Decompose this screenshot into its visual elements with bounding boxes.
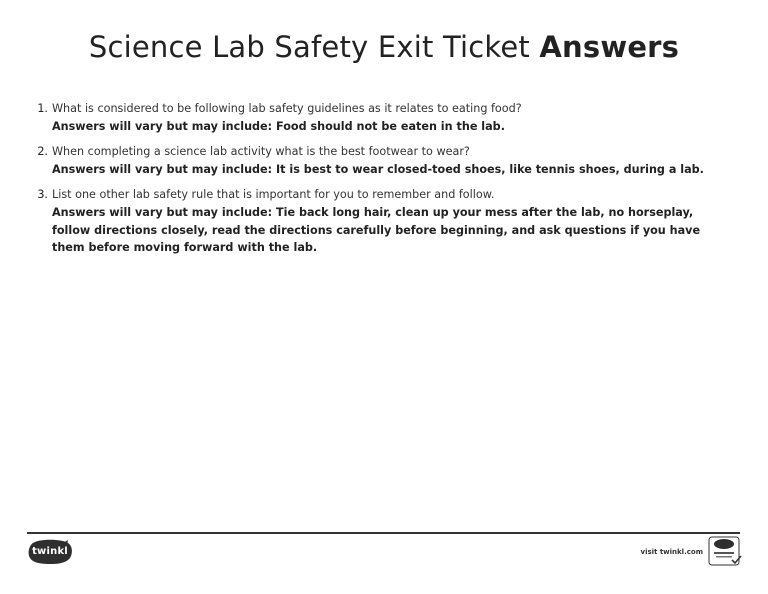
question-item [30, 100, 730, 135]
question-number: 2. [37, 145, 48, 159]
logo-text: twinkl [32, 546, 68, 557]
question-item [30, 143, 730, 178]
question-text: When completing a science lab activity what is the best footwear to wear? [52, 145, 470, 159]
visit-link[interactable]: visit twinkl.com [640, 548, 703, 556]
page-title [0, 28, 768, 66]
title-emphasis: Answers [539, 30, 680, 64]
badge-shape [708, 535, 742, 567]
question-item [30, 186, 730, 256]
quality-standard-badge-icon [708, 535, 742, 567]
title-main: Science Lab Safety Exit Ticket [88, 30, 530, 64]
answer-text: Answers will vary but may include: Tie back long hair, clean up your mess after the lab, no horseplay, follow directions closely, read the directions carefully before beginning, and ask questions if you have them before moving forward with the lab. [52, 205, 701, 255]
question-number: 3. [37, 188, 48, 202]
question-number: 1. [37, 102, 48, 115]
answer-text: Answers will vary but may include: It is best to wear closed-toed shoes, like tennis shoes, during a lab. [52, 162, 704, 176]
twinkl-logo-icon [27, 539, 73, 565]
question-list [30, 100, 730, 265]
question-text: List one other lab safety rule that is important for you to remember and follow. [52, 188, 495, 202]
question-text: What is considered to be following lab safety guidelines as it relates to eating food? [52, 102, 522, 115]
answer-text: Answers will vary but may include: Food should not be eaten in the lab. [52, 119, 505, 133]
footer-divider [27, 532, 740, 534]
